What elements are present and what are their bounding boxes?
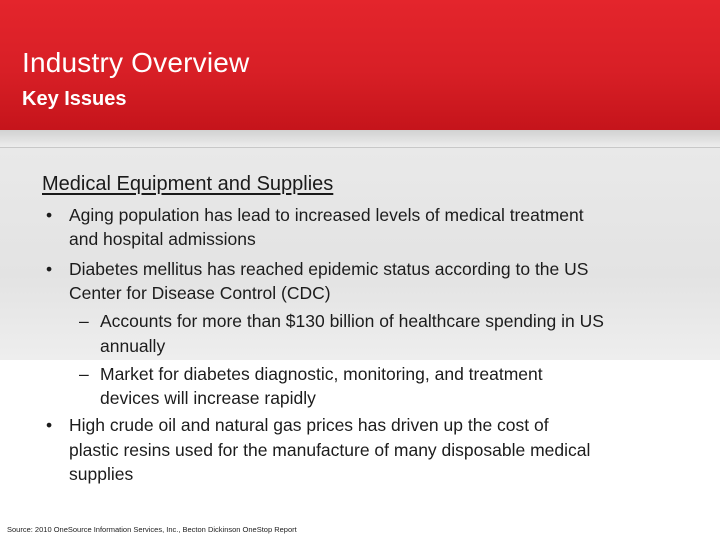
bullet-2-line-2: Center for Disease Control (CDC) (69, 283, 331, 303)
section-heading: Medical Equipment and Supplies (42, 173, 334, 195)
bullet-1-line-1: Aging population has lead to increased levels of medical treatment (69, 205, 584, 225)
bullet-3-line-2: plastic resins used for the manufacture of many disposable medical (69, 440, 591, 460)
bullet-marker: • (46, 415, 53, 435)
slide-title: Industry Overview (22, 47, 250, 78)
bullet-marker: • (46, 205, 53, 225)
source-footnote: Source: 2010 OneSource Information Services, Inc., Becton Dickinson OneStop Report (7, 525, 297, 534)
sub-bullet-marker: – (79, 311, 89, 331)
bullet-3-line-3: supplies (69, 464, 134, 484)
bullet-2-line-1: Diabetes mellitus has reached epidemic status according to the US (69, 259, 589, 279)
bullet-3-line-1: High crude oil and natural gas prices has driven up the cost of (69, 415, 549, 435)
sub-bullet-1-line-1: Accounts for more than $130 billion of healthcare spending in US (100, 311, 604, 331)
slide-subtitle: Key Issues (22, 88, 127, 110)
sub-bullet-1-line-2: annually (100, 336, 166, 356)
sub-bullet-2-line-1: Market for diabetes diagnostic, monitoring, and treatment (100, 364, 543, 384)
sub-bullet-2-line-2: devices will increase rapidly (100, 388, 316, 408)
bullet-marker: • (46, 259, 53, 279)
sub-bullet-marker: – (79, 364, 89, 384)
bullet-1-line-2: and hospital admissions (69, 229, 256, 249)
